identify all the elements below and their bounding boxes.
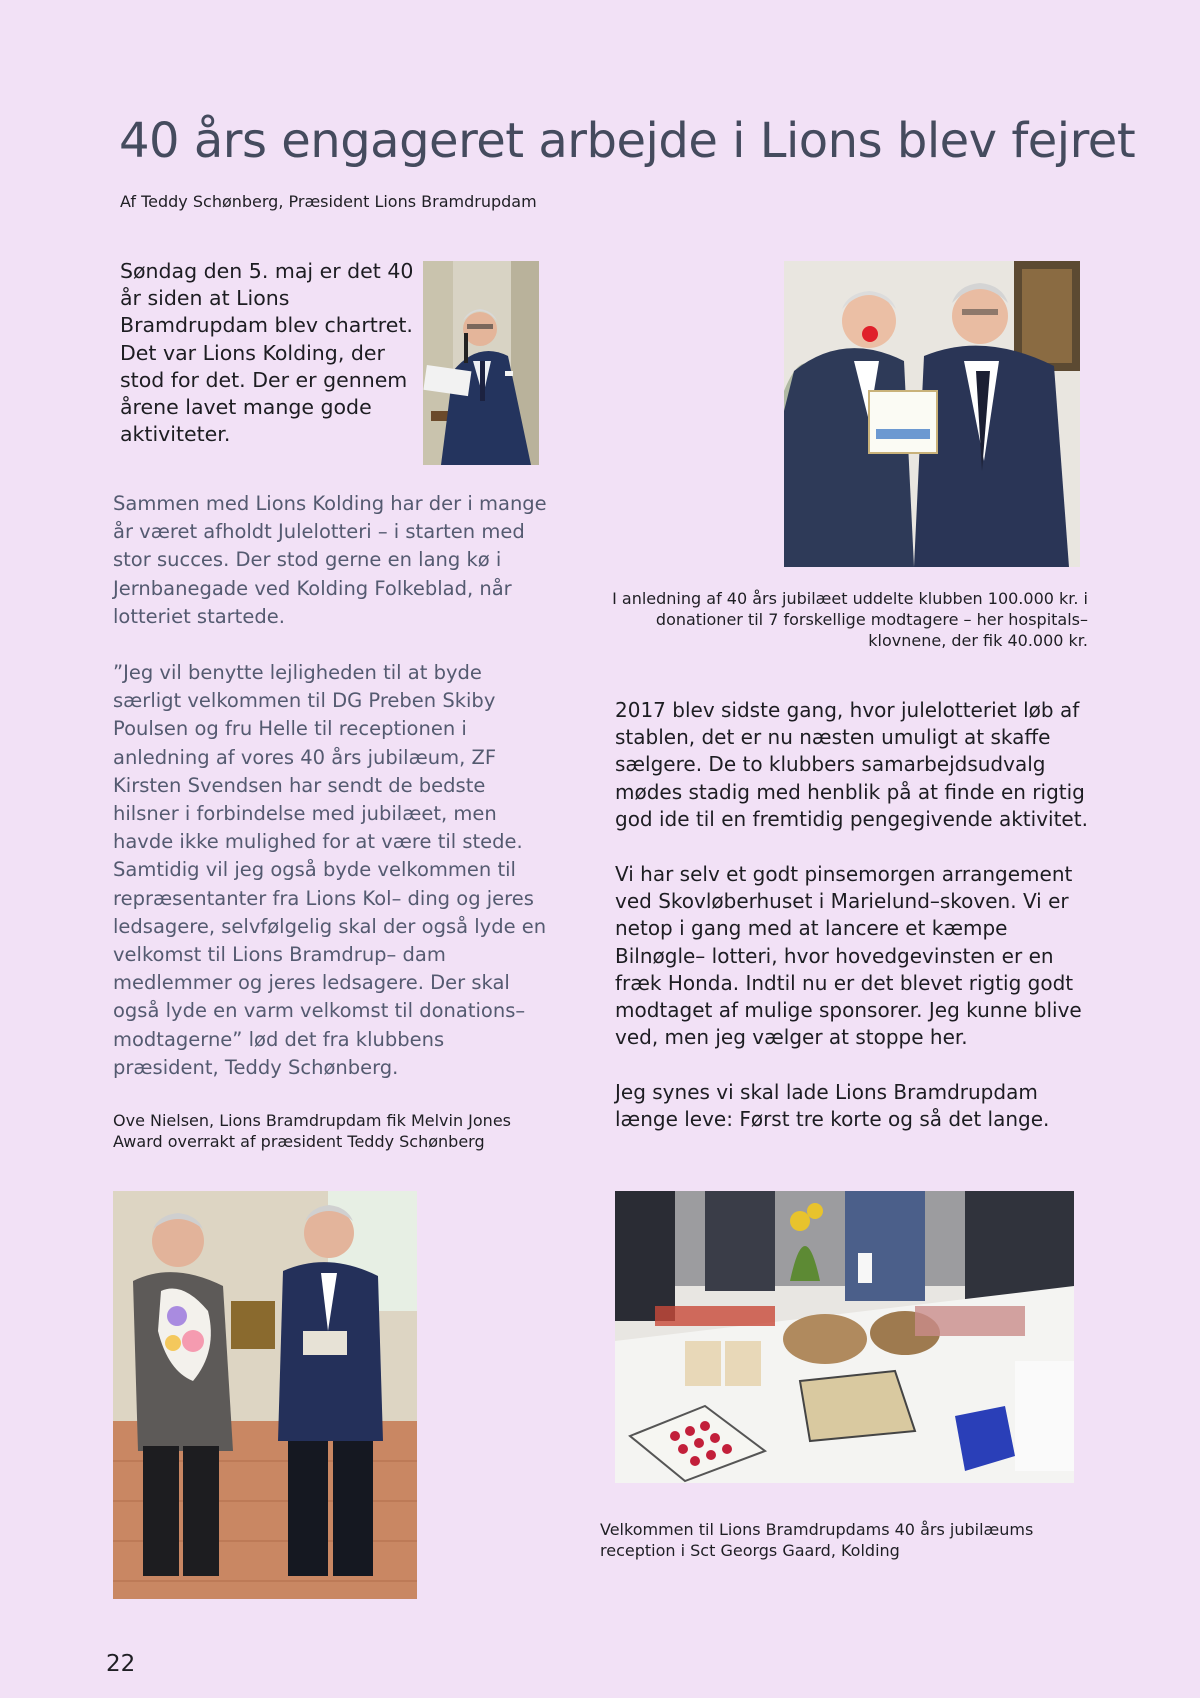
right-paragraph-activities: Vi har selv et godt pinsemorgen arrangement ved Skovløberhuset i Marielund–skoven. Vi er netop i gang med at lancere et kæmpe Bilnøgle– lotteri, hvor hovedgevinsten er en fræk Honda. Indtil nu er det blevet rigtig godt modtaget af mulige sponsorer. Jeg kunne blive ved, men jeg vælger at stoppe her. (615, 862, 1082, 1050)
photo-donation-clowns (784, 261, 1080, 567)
left-paragraph-lottery: Sammen med Lions Kolding har der i mange år været afholdt Julelotteri – i starten med stor succes. Der stod gerne en lang kø i Jernbanegade ved Kolding Folkeblad, når lotteriet startede. (113, 492, 547, 628)
left-paragraph-speech: ”Jeg vil benytte lejligheden til at byde særligt velkommen til DG Preben Skiby Poulsen og fru Helle til receptionen i anledning af vores 40 års jubilæum, ZF Kirsten Svendsen har sendt de bedste hilsner i forbindelse med jubilæet, men havde ikke mulighed for at være til stede. Samtidig vil jeg også byde velkommen til repræsentanter fra Lions Kol– ding og jeres ledsagere, selvfølgelig skal der også lyde en velkomst til Lions Bramdrup– dam medlemmer og jeres ledsagere. Der skal også lyde en varm velkomst til donations– modtagerne” lød det fra klubbens præsident, Teddy Schønberg. (113, 661, 547, 1079)
byline: Af Teddy Schønberg, Præsident Lions Bramdrupdam (120, 192, 537, 211)
intro-paragraph: Søndag den 5. maj er det 40 år siden at Lions Bramdrupdam blev chartret. Det var Lions Kolding, der stod for det. Der er gennem årene lavet mange gode aktiviteter. (120, 259, 414, 447)
caption-donation: I anledning af 40 års jubilæet uddelte klubben 100.000 kr. i donationer til 7 forskellige modtagere – her hospitals– klovnene, der fik 40.000 kr. (612, 589, 1088, 650)
photo-reception-buffet (615, 1191, 1074, 1483)
page-title: 40 års engageret arbejde i Lions blev fejret (119, 113, 1136, 169)
page-number: 22 (106, 1651, 136, 1677)
photo-speaker-at-podium (423, 261, 539, 465)
photo-melvin-jones-award (113, 1191, 417, 1599)
right-paragraph-lottery-end: 2017 blev sidste gang, hvor julelotteriet løb af stablen, det er nu næsten umuligt at skaffe sælgere. De to klubbers samarbejdsudvalg mødes stadig med henblik på at finde en rigtig god ide til en fremtidig pengegivende aktivitet. (615, 698, 1088, 831)
caption-award: Ove Nielsen, Lions Bramdrupdam fik Melvin Jones Award overrakt af præsident Teddy Schønberg (113, 1111, 511, 1151)
caption-reception: Velkommen til Lions Bramdrupdams 40 års jubilæums reception i Sct Georgs Gaard, Kolding (600, 1520, 1034, 1560)
right-paragraph-closing: Jeg synes vi skal lade Lions Bramdrupdam længe leve: Først tre korte og så det lange. (615, 1080, 1050, 1132)
